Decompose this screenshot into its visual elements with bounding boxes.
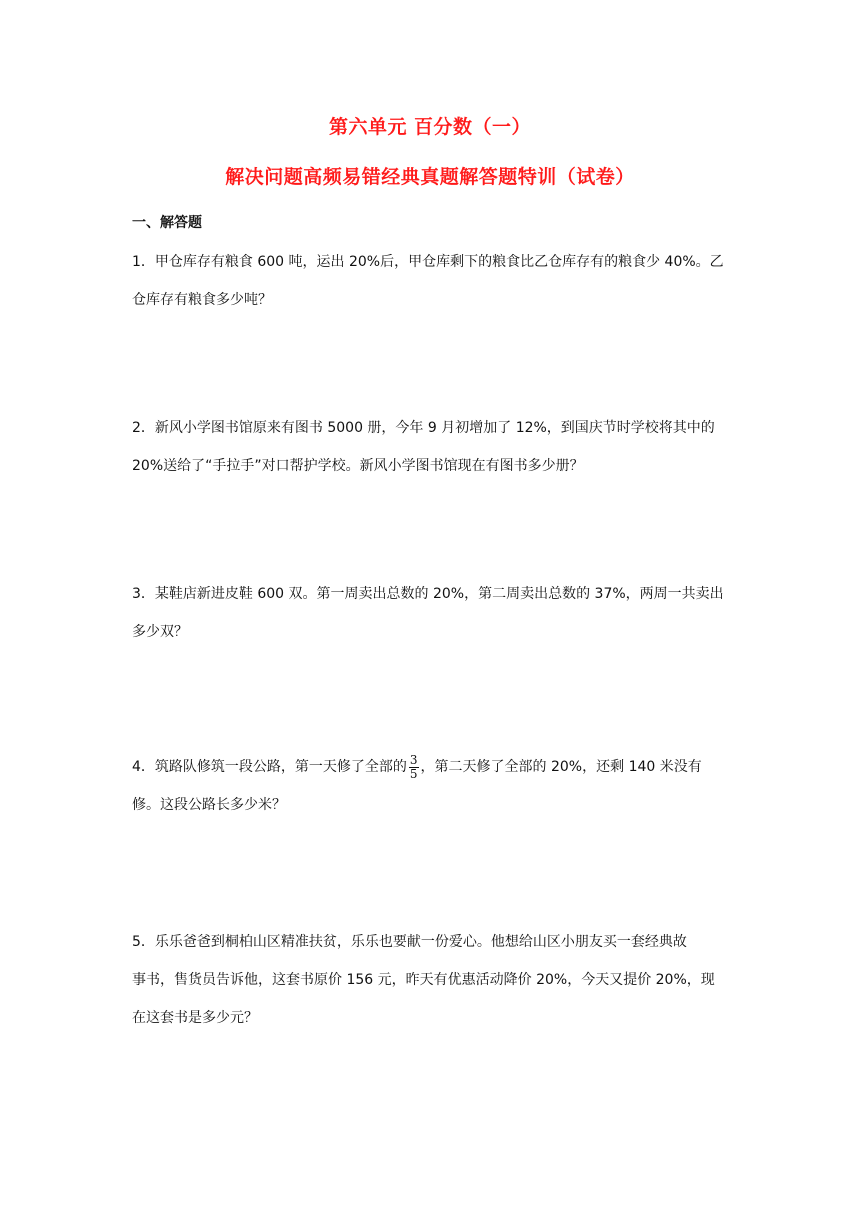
question-5 <box>132 923 732 1037</box>
question-text-line: 2．新风小学图书馆原来有图书 5000 册，今年 9 月初增加了 12%，到国庆节时学校将其中的 <box>132 420 715 436</box>
fraction-numerator: 3 <box>409 752 418 767</box>
question-text-line: 5．乐乐爸爸到桐柏山区精准扶贫，乐乐也要献一份爱心。他想给山区小朋友买一套经典故 <box>132 934 687 950</box>
question-text-line: 事书，售货员告诉他，这套书原价 156 元，昨天有优惠活动降价 20%，今天又提价 20%，现 <box>132 972 715 988</box>
question-2 <box>132 409 732 485</box>
question-text-segment: ，第二天修了全部的 20%，还剩 140 米没有 <box>420 759 702 775</box>
question-text-line: 修。这段公路长多少米？ <box>132 797 286 813</box>
page-title: 第六单元 百分数（一） <box>328 116 532 138</box>
fraction <box>409 754 419 781</box>
question-text-line: 3．某鞋店新进皮鞋 600 双。第一周卖出总数的 20%，第二周卖出总数的 37%，两周一共卖出 <box>132 586 724 602</box>
question-1 <box>132 243 732 319</box>
question-text-line: 仓库存有粮食多少吨？ <box>132 292 272 308</box>
fraction-denominator: 5 <box>409 766 418 781</box>
question-text-line: 20%送给了“手拉手”对口帮护学校。新风小学图书馆现在有图书多少册？ <box>132 458 584 474</box>
page-subtitle: 解决问题高频易错经典真题解答题特训（试卷） <box>225 166 635 188</box>
question-text-line <box>132 748 732 786</box>
question-text-segment: 4．筑路队修筑一段公路，第一天修了全部的 <box>132 759 407 775</box>
question-text-line: 在这套书是多少元？ <box>132 1010 258 1026</box>
question-text-line: 1．甲仓库存有粮食 600 吨，运出 20%后，甲仓库剩下的粮食比乙仓库存有的粮食少 40%。乙 <box>132 254 724 270</box>
section-heading: 一、解答题 <box>132 215 202 231</box>
question-3 <box>132 575 732 651</box>
question-4 <box>132 748 732 824</box>
question-text-line: 多少双？ <box>132 624 188 640</box>
